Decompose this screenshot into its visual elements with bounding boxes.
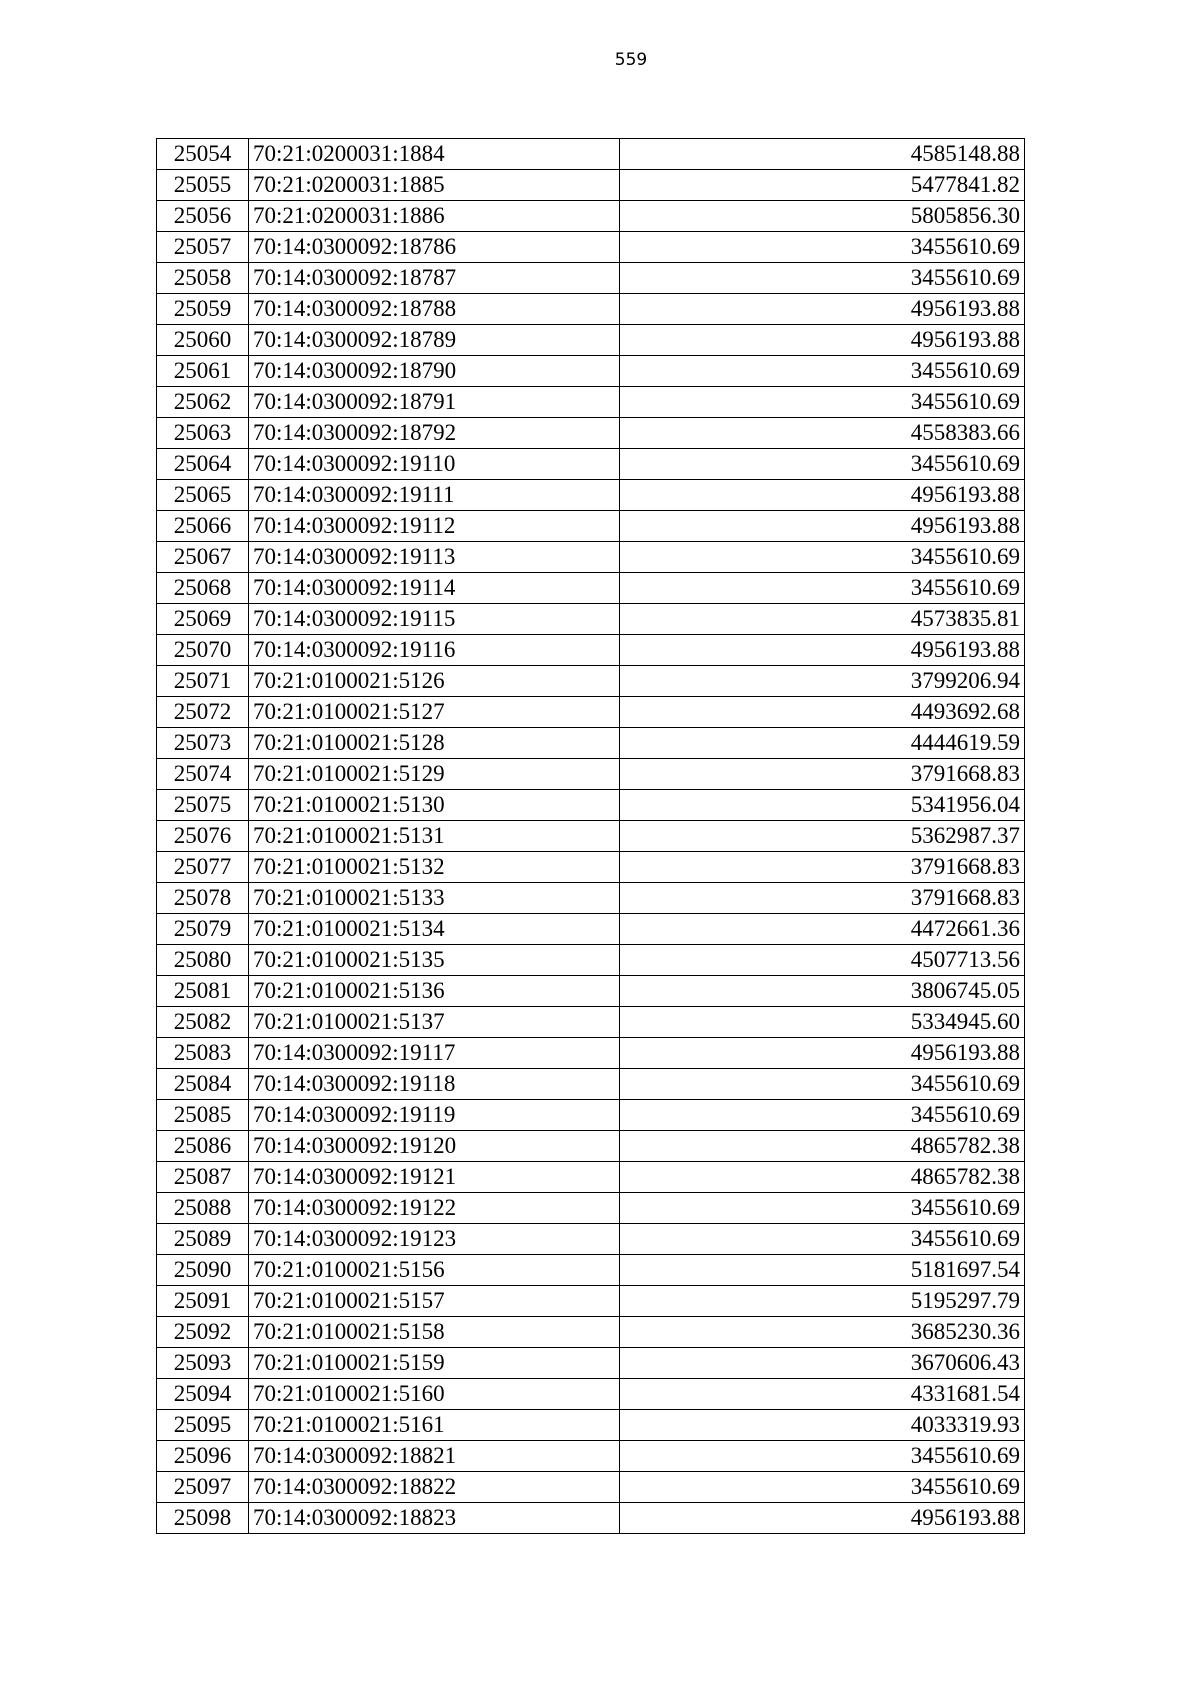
table-row: [157, 1472, 1025, 1503]
row-number-cell: 25095: [157, 1410, 249, 1441]
cadastral-value-cell: 5477841.82: [620, 170, 1025, 201]
cadastral-value-cell: 3455610.69: [620, 1193, 1025, 1224]
table-row: [157, 1007, 1025, 1038]
cadastral-number-cell: 70:14:0300092:19110: [249, 449, 620, 480]
row-number-cell: 25069: [157, 604, 249, 635]
table-row: [157, 1317, 1025, 1348]
row-number-cell: 25072: [157, 697, 249, 728]
cadastral-number-cell: 70:21:0100021:5135: [249, 945, 620, 976]
cadastral-value-cell: 3455610.69: [620, 1100, 1025, 1131]
row-number-cell: 25096: [157, 1441, 249, 1472]
table-body: [157, 139, 1025, 1534]
table-row: [157, 883, 1025, 914]
cadastral-number-cell: 70:14:0300092:18786: [249, 232, 620, 263]
cadastral-value-cell: 3670606.43: [620, 1348, 1025, 1379]
table-row: [157, 232, 1025, 263]
cadastral-value-cell: 4956193.88: [620, 294, 1025, 325]
row-number-cell: 25080: [157, 945, 249, 976]
table-row: [157, 170, 1025, 201]
row-number-cell: 25090: [157, 1255, 249, 1286]
row-number-cell: 25078: [157, 883, 249, 914]
table-row: [157, 1224, 1025, 1255]
cadastral-value-cell: 5334945.60: [620, 1007, 1025, 1038]
cadastral-value-cell: 3455610.69: [620, 449, 1025, 480]
row-number-cell: 25057: [157, 232, 249, 263]
table-row: [157, 387, 1025, 418]
cadastral-number-cell: 70:21:0100021:5130: [249, 790, 620, 821]
cadastral-number-cell: 70:14:0300092:19118: [249, 1069, 620, 1100]
row-number-cell: 25097: [157, 1472, 249, 1503]
cadastral-number-cell: 70:14:0300092:19113: [249, 542, 620, 573]
cadastral-number-cell: 70:14:0300092:19115: [249, 604, 620, 635]
row-number-cell: 25086: [157, 1131, 249, 1162]
cadastral-value-cell: 3455610.69: [620, 1069, 1025, 1100]
cadastral-value-cell: 4956193.88: [620, 635, 1025, 666]
cadastral-value-cell: 4956193.88: [620, 480, 1025, 511]
cadastral-value-cell: 3455610.69: [620, 573, 1025, 604]
row-number-cell: 25054: [157, 139, 249, 170]
table-row: [157, 976, 1025, 1007]
row-number-cell: 25094: [157, 1379, 249, 1410]
cadastral-value-cell: 4865782.38: [620, 1131, 1025, 1162]
cadastral-number-cell: 70:21:0100021:5132: [249, 852, 620, 883]
cadastral-value-cell: 4956193.88: [620, 325, 1025, 356]
cadastral-number-cell: 70:14:0300092:19121: [249, 1162, 620, 1193]
cadastral-value-cell: 3791668.83: [620, 883, 1025, 914]
row-number-cell: 25055: [157, 170, 249, 201]
row-number-cell: 25067: [157, 542, 249, 573]
cadastral-number-cell: 70:21:0100021:5133: [249, 883, 620, 914]
table-row: [157, 418, 1025, 449]
row-number-cell: 25087: [157, 1162, 249, 1193]
table-row: [157, 790, 1025, 821]
table-row: [157, 201, 1025, 232]
row-number-cell: 25058: [157, 263, 249, 294]
cadastral-number-cell: 70:21:0100021:5127: [249, 697, 620, 728]
table-row: [157, 1379, 1025, 1410]
cadastral-number-cell: 70:21:0100021:5160: [249, 1379, 620, 1410]
row-number-cell: 25074: [157, 759, 249, 790]
cadastral-value-cell: 4493692.68: [620, 697, 1025, 728]
row-number-cell: 25084: [157, 1069, 249, 1100]
table-row: [157, 511, 1025, 542]
row-number-cell: 25089: [157, 1224, 249, 1255]
cadastral-value-cell: 5195297.79: [620, 1286, 1025, 1317]
table-row: [157, 356, 1025, 387]
cadastral-value-cell: 3455610.69: [620, 356, 1025, 387]
row-number-cell: 25065: [157, 480, 249, 511]
cadastral-value-cell: 4558383.66: [620, 418, 1025, 449]
row-number-cell: 25071: [157, 666, 249, 697]
cadastral-number-cell: 70:21:0100021:5137: [249, 1007, 620, 1038]
row-number-cell: 25059: [157, 294, 249, 325]
row-number-cell: 25066: [157, 511, 249, 542]
cadastral-value-cell: 4865782.38: [620, 1162, 1025, 1193]
cadastral-value-cell: 3799206.94: [620, 666, 1025, 697]
table-row: [157, 666, 1025, 697]
table-row: [157, 139, 1025, 170]
row-number-cell: 25085: [157, 1100, 249, 1131]
cadastral-number-cell: 70:14:0300092:18791: [249, 387, 620, 418]
cadastral-number-cell: 70:21:0100021:5126: [249, 666, 620, 697]
row-number-cell: 25083: [157, 1038, 249, 1069]
cadastral-number-cell: 70:14:0300092:18787: [249, 263, 620, 294]
table-row: [157, 1410, 1025, 1441]
table-row: [157, 728, 1025, 759]
table-row: [157, 480, 1025, 511]
row-number-cell: 25061: [157, 356, 249, 387]
cadastral-value-cell: 4472661.36: [620, 914, 1025, 945]
cadastral-value-cell: 4331681.54: [620, 1379, 1025, 1410]
table-row: [157, 914, 1025, 945]
cadastral-number-cell: 70:14:0300092:18788: [249, 294, 620, 325]
table-row: [157, 449, 1025, 480]
cadastral-number-cell: 70:21:0200031:1884: [249, 139, 620, 170]
table-row: [157, 635, 1025, 666]
cadastral-number-cell: 70:21:0100021:5128: [249, 728, 620, 759]
table-row: [157, 1100, 1025, 1131]
cadastral-number-cell: 70:21:0100021:5159: [249, 1348, 620, 1379]
cadastral-value-cell: 4507713.56: [620, 945, 1025, 976]
cadastral-value-cell: 3685230.36: [620, 1317, 1025, 1348]
cadastral-number-cell: 70:14:0300092:19123: [249, 1224, 620, 1255]
cadastral-value-cell: 4956193.88: [620, 511, 1025, 542]
row-number-cell: 25064: [157, 449, 249, 480]
cadastral-number-cell: 70:14:0300092:19122: [249, 1193, 620, 1224]
page-number: 559: [614, 50, 648, 70]
cadastral-number-cell: 70:21:0200031:1886: [249, 201, 620, 232]
row-number-cell: 25077: [157, 852, 249, 883]
row-number-cell: 25082: [157, 1007, 249, 1038]
row-number-cell: 25081: [157, 976, 249, 1007]
table-row: [157, 1286, 1025, 1317]
row-number-cell: 25056: [157, 201, 249, 232]
cadastral-value-cell: 5362987.37: [620, 821, 1025, 852]
table-row: [157, 263, 1025, 294]
table-row: [157, 945, 1025, 976]
cadastral-value-cell: 4956193.88: [620, 1038, 1025, 1069]
cadastral-number-cell: 70:21:0100021:5156: [249, 1255, 620, 1286]
table-row: [157, 604, 1025, 635]
table-row: [157, 1255, 1025, 1286]
row-number-cell: 25098: [157, 1503, 249, 1534]
cadastral-value-cell: 3455610.69: [620, 232, 1025, 263]
table-row: [157, 697, 1025, 728]
table-row: [157, 1348, 1025, 1379]
row-number-cell: 25062: [157, 387, 249, 418]
row-number-cell: 25093: [157, 1348, 249, 1379]
cadastral-value-cell: 3806745.05: [620, 976, 1025, 1007]
table-row: [157, 1162, 1025, 1193]
cadastral-value-cell: 3455610.69: [620, 542, 1025, 573]
row-number-cell: 25070: [157, 635, 249, 666]
table-row: [157, 1441, 1025, 1472]
cadastral-number-cell: 70:21:0100021:5129: [249, 759, 620, 790]
table-row: [157, 852, 1025, 883]
cadastral-number-cell: 70:14:0300092:18822: [249, 1472, 620, 1503]
row-number-cell: 25092: [157, 1317, 249, 1348]
cadastral-number-cell: 70:21:0100021:5158: [249, 1317, 620, 1348]
table-row: [157, 294, 1025, 325]
cadastral-value-cell: 5805856.30: [620, 201, 1025, 232]
cadastral-value-cell: 4444619.59: [620, 728, 1025, 759]
cadastral-value-cell: 3455610.69: [620, 1441, 1025, 1472]
row-number-cell: 25076: [157, 821, 249, 852]
table-row: [157, 573, 1025, 604]
cadastral-number-cell: 70:21:0100021:5157: [249, 1286, 620, 1317]
cadastral-number-cell: 70:21:0200031:1885: [249, 170, 620, 201]
cadastral-value-cell: 3455610.69: [620, 263, 1025, 294]
row-number-cell: 25060: [157, 325, 249, 356]
cadastral-number-cell: 70:21:0100021:5161: [249, 1410, 620, 1441]
cadastral-number-cell: 70:14:0300092:18789: [249, 325, 620, 356]
cadastral-value-cell: 4585148.88: [620, 139, 1025, 170]
row-number-cell: 25079: [157, 914, 249, 945]
cadastral-number-cell: 70:14:0300092:18821: [249, 1441, 620, 1472]
row-number-cell: 25091: [157, 1286, 249, 1317]
cadastral-number-cell: 70:14:0300092:19119: [249, 1100, 620, 1131]
cadastral-number-cell: 70:21:0100021:5134: [249, 914, 620, 945]
cadastral-value-cell: 3455610.69: [620, 387, 1025, 418]
cadastral-number-cell: 70:14:0300092:18790: [249, 356, 620, 387]
cadastral-value-table: [156, 138, 1025, 1534]
cadastral-number-cell: 70:14:0300092:19117: [249, 1038, 620, 1069]
row-number-cell: 25075: [157, 790, 249, 821]
cadastral-number-cell: 70:14:0300092:19120: [249, 1131, 620, 1162]
cadastral-number-cell: 70:14:0300092:18823: [249, 1503, 620, 1534]
cadastral-value-cell: 4956193.88: [620, 1503, 1025, 1534]
cadastral-number-cell: 70:14:0300092:19116: [249, 635, 620, 666]
table-row: [157, 542, 1025, 573]
cadastral-value-cell: 3455610.69: [620, 1224, 1025, 1255]
row-number-cell: 25088: [157, 1193, 249, 1224]
table-row: [157, 821, 1025, 852]
row-number-cell: 25068: [157, 573, 249, 604]
cadastral-value-cell: 3791668.83: [620, 759, 1025, 790]
cadastral-value-cell: 4573835.81: [620, 604, 1025, 635]
table-row: [157, 1069, 1025, 1100]
cadastral-number-cell: 70:14:0300092:19112: [249, 511, 620, 542]
table-row: [157, 1503, 1025, 1534]
cadastral-value-cell: 5181697.54: [620, 1255, 1025, 1286]
cadastral-number-cell: 70:21:0100021:5131: [249, 821, 620, 852]
cadastral-number-cell: 70:21:0100021:5136: [249, 976, 620, 1007]
cadastral-value-cell: 5341956.04: [620, 790, 1025, 821]
table-row: [157, 1038, 1025, 1069]
table-row: [157, 325, 1025, 356]
cadastral-number-cell: 70:14:0300092:18792: [249, 418, 620, 449]
row-number-cell: 25073: [157, 728, 249, 759]
table-row: [157, 759, 1025, 790]
cadastral-value-cell: 3791668.83: [620, 852, 1025, 883]
table-row: [157, 1193, 1025, 1224]
cadastral-number-cell: 70:14:0300092:19111: [249, 480, 620, 511]
cadastral-value-cell: 3455610.69: [620, 1472, 1025, 1503]
cadastral-number-cell: 70:14:0300092:19114: [249, 573, 620, 604]
table-row: [157, 1131, 1025, 1162]
row-number-cell: 25063: [157, 418, 249, 449]
cadastral-value-cell: 4033319.93: [620, 1410, 1025, 1441]
